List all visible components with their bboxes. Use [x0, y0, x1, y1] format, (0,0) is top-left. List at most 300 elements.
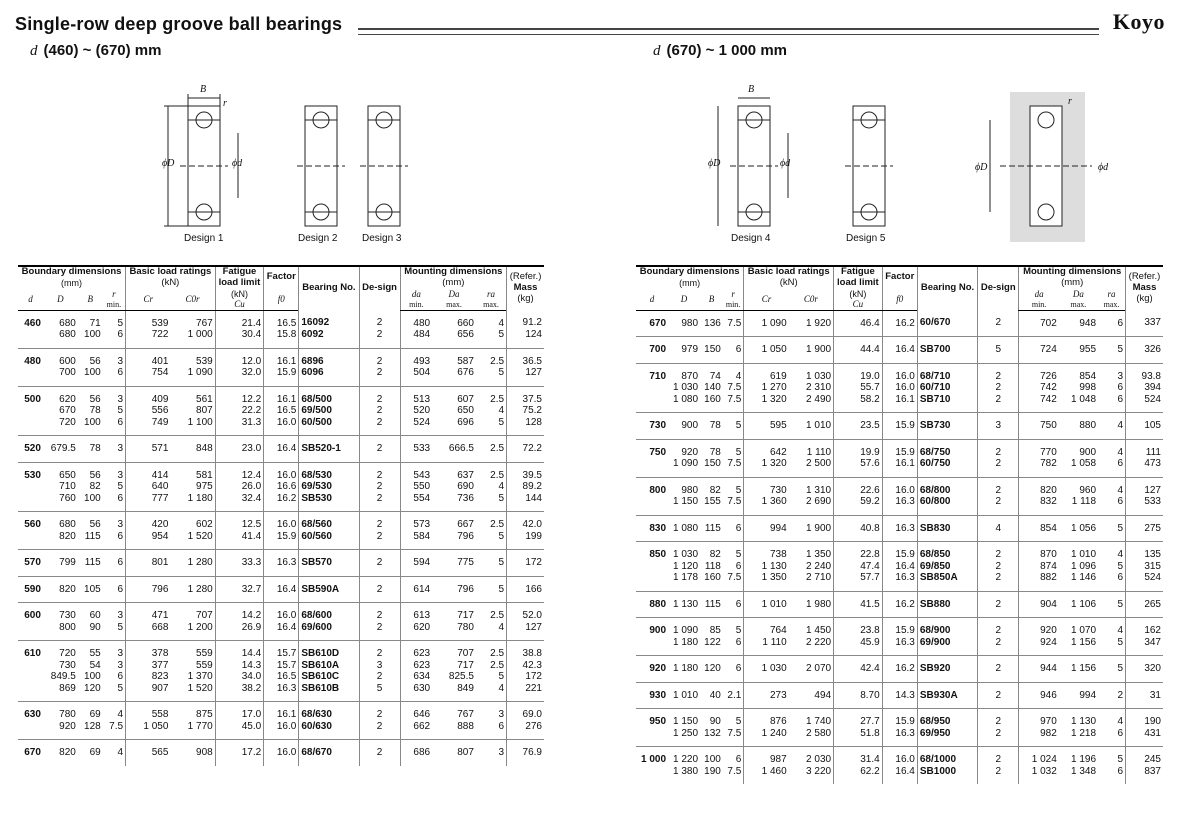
cell-d: [18, 683, 43, 702]
cell-B: 100: [84, 671, 101, 683]
cell-ra: 6: [1117, 765, 1123, 777]
cell-design: 2: [978, 477, 1019, 496]
cell-C0r: 2 310: [806, 382, 832, 394]
cell-mass: 135: [1126, 542, 1164, 561]
cell-da: 854: [1019, 515, 1059, 542]
cell-Da: 666.5: [432, 436, 476, 463]
cell-design: 2: [978, 439, 1019, 458]
cell-Da: 1 130: [1059, 709, 1098, 728]
cell-C0r: 707: [170, 603, 215, 622]
cell-ra: 4: [1098, 709, 1125, 728]
cell-f0: 16.0: [882, 363, 917, 382]
cell-Cu: 44.4: [834, 337, 883, 364]
cell-Cu: 33.3: [215, 550, 264, 577]
cell-B: 155: [704, 496, 721, 508]
cell-B: 150: [700, 337, 723, 364]
cell-Da: 650: [457, 405, 474, 417]
cell-da: 874: [1019, 561, 1059, 573]
cell-B: 120: [84, 682, 101, 694]
cell-bearing-no: 60/670: [917, 310, 977, 337]
cell-bearing-no: 69/900: [917, 637, 977, 656]
cell-Cu: 17.0: [215, 702, 264, 721]
cell-bearing-no: SB930A: [917, 682, 977, 709]
cell-r: 3: [103, 348, 126, 367]
cell-bearing-no: 69/600: [299, 622, 359, 641]
cell-mass: 76.9: [507, 740, 544, 766]
cell-D: 620: [43, 386, 78, 405]
cell-B: 150: [704, 458, 721, 470]
mount-Da-label: ϕD: [975, 162, 988, 173]
cell-r: 4: [723, 363, 744, 382]
cell-ra: 6: [1117, 317, 1123, 329]
cell-mass: 124: [507, 329, 544, 348]
cell-r: 3: [103, 386, 126, 405]
cell-ra: 6: [498, 720, 505, 732]
cell-da: 493: [400, 348, 432, 367]
cell-D: 780: [43, 702, 78, 721]
cell-d: [636, 766, 668, 785]
cell-da: 573: [400, 512, 432, 531]
cell-ra: 6: [1117, 458, 1123, 470]
cell-C0r: 2 580: [806, 727, 832, 739]
cell-ra: 5: [1098, 591, 1125, 618]
table-row: [18, 436, 544, 463]
cell-d: 710: [636, 363, 668, 382]
cell-Cu: 45.0: [215, 721, 264, 740]
table-row: [636, 496, 1163, 515]
cell-bearing-no: 68/500: [299, 386, 359, 405]
cell-mass: 42.0: [507, 512, 544, 531]
cell-B: 78: [700, 439, 723, 458]
cell-Cu: 34.0: [215, 671, 264, 683]
cell-mass: 72.2: [507, 436, 544, 463]
cell-mass: 533: [1126, 496, 1164, 515]
cell-da: 646: [400, 702, 432, 721]
cell-ra: 2.5: [476, 348, 507, 367]
cell-da: 543: [400, 462, 432, 481]
cell-C0r: 2 220: [806, 636, 832, 648]
cell-mass: 320: [1126, 656, 1164, 683]
table-row: [636, 458, 1163, 477]
cell-d: [18, 417, 43, 436]
cell-B: 78: [89, 405, 101, 417]
cell-Cu: 30.4: [215, 329, 264, 348]
cell-design: 2: [359, 603, 400, 622]
cell-Da: 1 048: [1071, 393, 1097, 405]
cell-r: 7.5: [109, 720, 124, 732]
cell-design: 2: [359, 329, 400, 348]
cell-mass: 524: [1126, 394, 1164, 413]
cell-bearing-no: 68/710: [917, 363, 977, 382]
cell-d: 480: [18, 348, 43, 367]
cell-f0: 16.5: [264, 405, 299, 417]
cell-ra: 5: [498, 367, 505, 379]
cell-da: 1 032: [1019, 766, 1059, 785]
cell-ra: 4: [1098, 618, 1125, 637]
cell-Da: 948: [1079, 317, 1097, 329]
cell-C0r: 1 520: [187, 530, 213, 542]
dim-b-label: B: [200, 84, 207, 95]
cell-bearing-no: 68/850: [917, 542, 977, 561]
cell-Da: 707: [432, 641, 476, 660]
cell-ra: 3: [476, 702, 507, 721]
cell-Da: 998: [1079, 382, 1097, 394]
cell-Cu: 23.0: [215, 436, 264, 463]
cell-Cu: 26.9: [215, 622, 264, 641]
cell-design: 2: [978, 496, 1019, 515]
cell-d: 630: [18, 702, 43, 721]
cell-bearing-no: SB730: [917, 413, 977, 440]
hdr-factor: Factor: [882, 266, 917, 289]
cell-Cu: 55.7: [834, 382, 883, 394]
range-symbol: d: [653, 43, 661, 59]
cell-f0: 16.3: [882, 496, 917, 515]
cell-r: 5: [723, 439, 744, 458]
cell-mass: 127: [1126, 477, 1164, 496]
cell-B: 128: [84, 720, 101, 732]
cell-D: 1 030: [673, 382, 699, 394]
cell-f0: 15.8: [264, 329, 299, 348]
cell-da: 594: [400, 550, 432, 577]
table-row: [18, 531, 544, 550]
cell-bearing-no: 69/530: [299, 481, 359, 493]
cell-bearing-no: 68/750: [917, 439, 977, 458]
cell-Cr: 994: [744, 515, 789, 542]
cell-r: 6: [117, 416, 124, 428]
cell-design: 2: [978, 561, 1019, 573]
cell-D: 680: [59, 317, 76, 329]
cell-f0: 16.6: [264, 481, 299, 493]
cell-bearing-no: SB1000: [917, 766, 977, 785]
cell-D: 1 180: [673, 636, 699, 648]
cell-r: 6: [723, 747, 744, 766]
cell-C0r: 559: [170, 641, 215, 660]
table-row: [18, 512, 544, 531]
cell-ra: 2.5: [476, 641, 507, 660]
cell-d: 920: [636, 656, 668, 683]
cell-r: 5: [117, 682, 124, 694]
cell-design: 2: [359, 576, 400, 603]
cell-r: 7.5: [727, 496, 742, 508]
table-row: [636, 618, 1163, 637]
cell-mass: 89.2: [507, 481, 544, 493]
table-row: [636, 394, 1163, 413]
cell-design: 2: [359, 436, 400, 463]
cell-f0: 14.3: [882, 682, 917, 709]
cell-Cu: 12.2: [215, 386, 264, 405]
cell-d: [636, 496, 668, 515]
cell-r: 3: [103, 603, 126, 622]
cell-r: 7.5: [727, 458, 742, 470]
cell-design: 5: [359, 683, 400, 702]
cell-Cu: 19.9: [834, 439, 883, 458]
table-row: [636, 363, 1163, 382]
cell-C0r: 908: [170, 740, 215, 766]
cell-Cr: 565: [126, 740, 171, 766]
cell-bearing-no: SB610C: [299, 671, 359, 683]
sub-da: da min.: [400, 289, 432, 310]
cell-mass: 265: [1126, 591, 1164, 618]
cell-Da: 1 058: [1071, 458, 1097, 470]
cell-design: 2: [359, 493, 400, 512]
cell-f0: 16.1: [882, 458, 917, 477]
cell-Da: 717: [432, 603, 476, 622]
cell-Cr: 764: [744, 618, 789, 637]
cell-design: 2: [978, 637, 1019, 656]
cell-f0: 16.2: [882, 591, 917, 618]
cell-Da: 717: [457, 659, 474, 671]
cell-B: 78: [78, 436, 103, 463]
dim-D-label: ϕD: [162, 158, 175, 169]
cell-ra: 6: [1117, 727, 1123, 739]
cell-mass: 221: [507, 683, 544, 702]
cell-da: 630: [400, 683, 432, 702]
cell-r: 5: [723, 542, 744, 561]
cell-Da: 1 146: [1071, 572, 1097, 584]
cell-B: 78: [700, 413, 723, 440]
cell-f0: 16.0: [264, 512, 299, 531]
cell-D: 1 380: [673, 765, 699, 777]
cell-D: 700: [59, 367, 76, 379]
cell-mass: 326: [1126, 337, 1164, 364]
cell-C0r: 1 350: [789, 542, 834, 561]
cell-d: 520: [18, 436, 43, 463]
cell-C0r: 1 920: [806, 317, 832, 329]
cell-Cu: 59.2: [834, 496, 883, 515]
cell-da: 524: [400, 417, 432, 436]
cell-Da: 796: [432, 576, 476, 603]
cell-da: 782: [1019, 458, 1059, 477]
cell-ra: 3: [1098, 363, 1125, 382]
cell-B: 60: [78, 603, 103, 622]
cell-D: 1 080: [673, 393, 699, 405]
sub-f0: f0: [882, 289, 917, 310]
cell-Cu: 22.8: [834, 542, 883, 561]
design-2-label: Design 2: [298, 233, 338, 244]
cell-design: 2: [978, 394, 1019, 413]
cell-bearing-no: 6896: [299, 348, 359, 367]
cell-B: 100: [84, 367, 101, 379]
cell-da: 724: [1019, 337, 1059, 364]
cell-da: 484: [400, 329, 432, 348]
table-row: [18, 310, 544, 329]
dim-D-label-right: ϕD: [708, 158, 721, 169]
cell-Cu: 38.2: [215, 683, 264, 702]
cell-ra: 5: [1117, 560, 1123, 572]
cell-Da: 676: [457, 367, 474, 379]
cell-Da: 880: [1059, 413, 1098, 440]
cell-Cu: 57.6: [834, 458, 883, 477]
cell-bearing-no: 68/630: [299, 702, 359, 721]
cell-Da: 1 056: [1059, 515, 1098, 542]
cell-D: 1 150: [673, 496, 699, 508]
cell-d: [636, 394, 668, 413]
cell-d: 930: [636, 682, 668, 709]
cell-C0r: 1 280: [170, 576, 215, 603]
cell-Cr: 1 050: [744, 337, 789, 364]
table-row: [18, 329, 544, 348]
cell-d: [18, 531, 43, 550]
cell-Cr: 619: [744, 363, 789, 382]
cell-C0r: 2 710: [806, 572, 832, 584]
cell-B: 120: [700, 656, 723, 683]
cell-Da: 607: [432, 386, 476, 405]
cell-d: 830: [636, 515, 668, 542]
cell-da: 970: [1019, 709, 1059, 728]
cell-Cr: 754: [126, 367, 171, 386]
cell-r: 6: [735, 636, 742, 648]
sub-Da: Da max.: [1059, 289, 1098, 310]
table-row: [18, 417, 544, 436]
cell-Cr: 420: [126, 512, 171, 531]
table-row: [18, 367, 544, 386]
cell-Cr: 777: [126, 493, 171, 512]
cell-bearing-no: 69/850: [917, 561, 977, 573]
cell-B: 160: [704, 393, 721, 405]
cell-Da: 1 156: [1071, 636, 1097, 648]
cell-mass: 52.0: [507, 603, 544, 622]
cell-d: 560: [18, 512, 43, 531]
cell-bearing-no: SB850A: [917, 572, 977, 591]
cell-d: [636, 561, 668, 573]
cell-da: 726: [1019, 363, 1059, 382]
cell-C0r: 494: [789, 682, 834, 709]
hdr-boundary: Boundary dimensions (mm): [639, 266, 740, 289]
cell-Da: 825.5: [448, 671, 474, 683]
cell-r: 5: [117, 621, 124, 633]
cell-mass: 162: [1126, 618, 1164, 637]
cell-D: 1 220: [668, 747, 700, 766]
cell-Da: 667: [432, 512, 476, 531]
cell-Cu: 27.7: [834, 709, 883, 728]
cell-ra: 6: [1117, 496, 1123, 508]
cell-bearing-no: SB530: [299, 493, 359, 512]
cell-ra: 4: [498, 481, 505, 493]
cell-f0: 16.0: [264, 417, 299, 436]
cell-Cr: 1 030: [744, 656, 789, 683]
cell-mass: 199: [507, 531, 544, 550]
cell-Da: 960: [1059, 477, 1098, 496]
cell-ra: 5: [1098, 337, 1125, 364]
cell-ra: 5: [476, 576, 507, 603]
cell-design: 2: [978, 682, 1019, 709]
cell-Cr: 401: [126, 348, 171, 367]
cell-r: 6: [723, 591, 744, 618]
sub-Cr: Cr: [126, 289, 171, 310]
cell-ra: 5: [476, 550, 507, 577]
table-row: [636, 709, 1163, 728]
cell-Da: 888: [457, 720, 474, 732]
cell-f0: 16.0: [264, 462, 299, 481]
cell-f0: 16.1: [264, 348, 299, 367]
cell-ra: 2.5: [476, 603, 507, 622]
cell-d: [18, 493, 43, 512]
cell-C0r: 1 280: [170, 550, 215, 577]
cell-ra: 6: [1117, 393, 1123, 405]
cell-mass: 172: [507, 671, 544, 683]
cell-D: 650: [43, 462, 78, 481]
cell-C0r: 2 690: [806, 496, 832, 508]
cell-da: 584: [400, 531, 432, 550]
cell-f0: 15.9: [882, 439, 917, 458]
cell-f0: 16.0: [882, 477, 917, 496]
table-row: [18, 348, 544, 367]
cell-r: 3: [117, 659, 124, 671]
cell-Cr: 876: [744, 709, 789, 728]
cell-C0r: 2 490: [806, 393, 832, 405]
cell-C0r: 2 500: [806, 458, 832, 470]
cell-r: 6: [103, 550, 126, 577]
table-row: [18, 493, 544, 512]
cell-Da: 656: [457, 329, 474, 341]
cell-B: 85: [700, 618, 723, 637]
cell-C0r: 1 100: [187, 416, 213, 428]
cell-B: 132: [704, 727, 721, 739]
title-rule: [358, 28, 1099, 35]
cell-Cu: 17.2: [215, 740, 264, 766]
cell-D: 760: [59, 492, 76, 504]
sub-Cr: Cr: [744, 289, 789, 310]
cell-d: [18, 329, 43, 348]
cell-Cr: 409: [126, 386, 171, 405]
cell-Cu: 41.4: [215, 531, 264, 550]
hdr-design: De-sign: [359, 266, 400, 310]
cell-Da: 736: [457, 492, 474, 504]
cell-f0: 16.1: [264, 386, 299, 405]
cell-r: 6: [103, 576, 126, 603]
cell-Da: 1 010: [1059, 542, 1098, 561]
table-row: [18, 576, 544, 603]
cell-D: 849.5: [50, 671, 76, 683]
cell-B: 74: [700, 363, 723, 382]
table-row: [636, 637, 1163, 656]
cell-Da: 637: [432, 462, 476, 481]
cell-design: 2: [359, 671, 400, 683]
cell-D: 710: [59, 481, 76, 493]
cell-da: 832: [1019, 496, 1059, 515]
cell-bearing-no: 6096: [299, 367, 359, 386]
cell-da: 904: [1019, 591, 1059, 618]
sub-f0: f0: [264, 289, 299, 310]
cell-da: 820: [1019, 477, 1059, 496]
cell-bearing-no: SB590A: [299, 576, 359, 603]
cell-r: 6: [723, 515, 744, 542]
cell-da: 920: [1019, 618, 1059, 637]
cell-C0r: 767: [196, 317, 213, 329]
table-row: [18, 721, 544, 740]
cell-ra: 4: [1098, 413, 1125, 440]
sub-C0r: C0r: [789, 289, 834, 310]
cell-B: 115: [84, 530, 101, 542]
mount-da-label: ϕd: [1098, 162, 1109, 173]
cell-Cr: 749: [126, 417, 171, 436]
table-row: [636, 561, 1163, 573]
cell-bearing-no: 60/710: [917, 382, 977, 394]
cell-f0: 16.3: [882, 637, 917, 656]
cell-ra: 2.5: [476, 386, 507, 405]
cell-d: 500: [18, 386, 43, 405]
cell-Cu: 57.7: [834, 572, 883, 591]
cell-D: 820: [59, 530, 76, 542]
cell-C0r: 3 220: [806, 765, 832, 777]
cell-design: 2: [359, 531, 400, 550]
cell-Da: 955: [1059, 337, 1098, 364]
cell-r: 3: [103, 462, 126, 481]
cell-mass: 127: [507, 367, 544, 386]
cell-D: 680: [59, 329, 76, 341]
cell-r: 7.5: [727, 765, 742, 777]
cell-ra: 2.5: [476, 462, 507, 481]
